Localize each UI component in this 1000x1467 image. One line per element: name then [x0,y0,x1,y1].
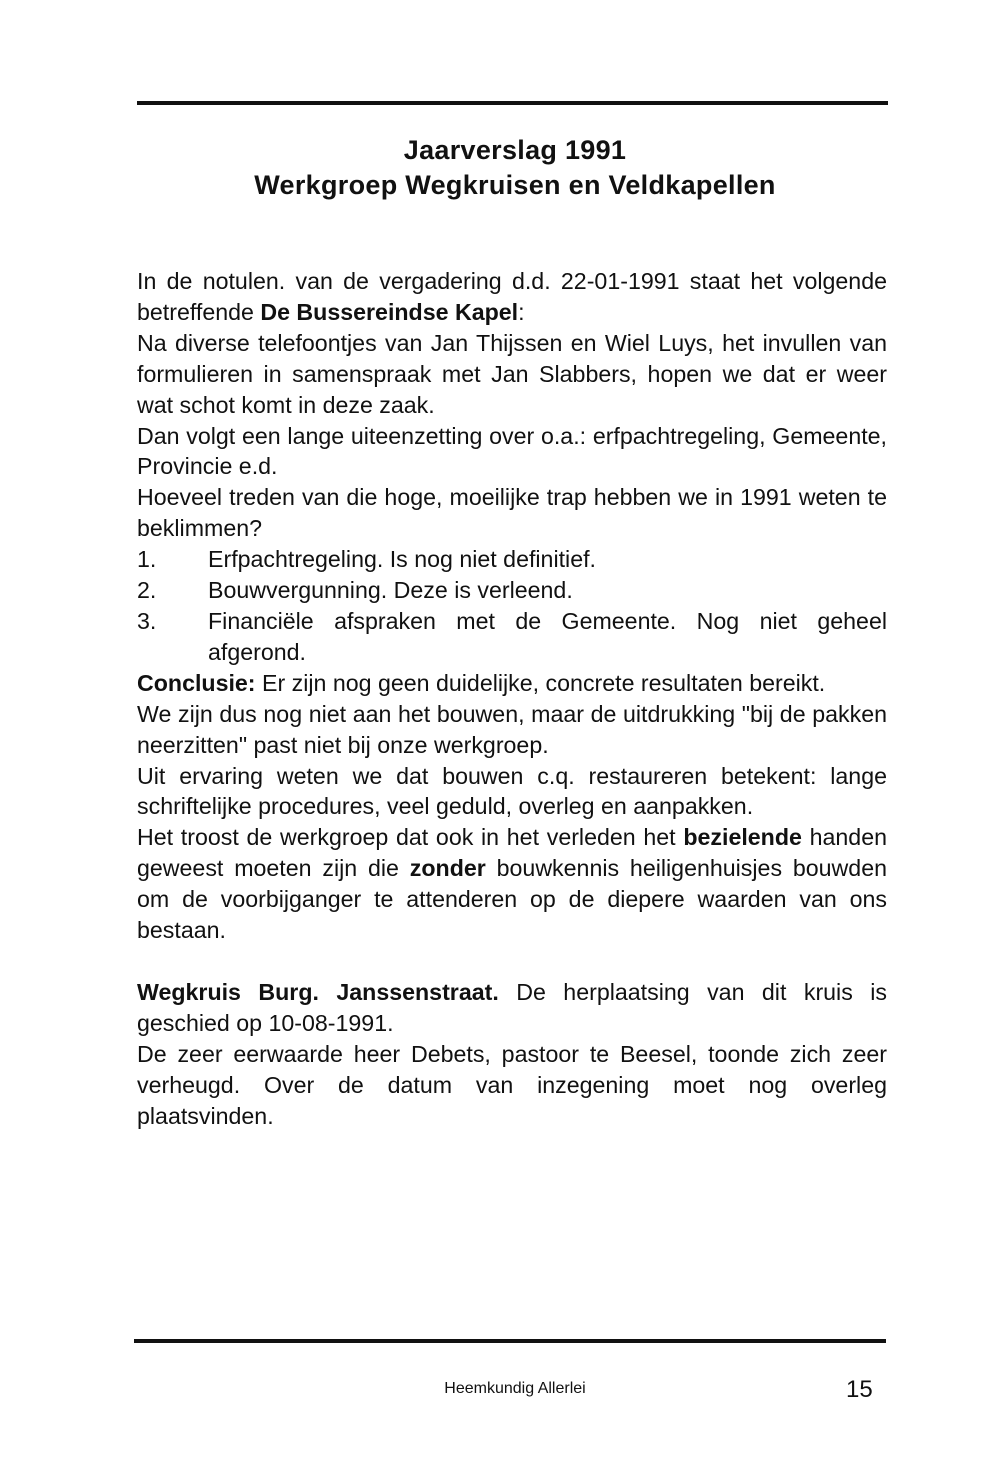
paragraph-pastor: De zeer eerwaarde heer Debets, pastoor te Beesel, toonde zich zeer verheugd. Over de datum van inzegening moet nog overleg plaatsvinden. [137,1040,887,1129]
page-number: 15 [846,1376,873,1403]
comfort-text-b: handen geweest moeten zijn die [137,824,887,882]
steps-list [137,544,887,668]
comfort-text-c: bouwkennis heiligenhuisjes bouwden om de voorbijganger te attenderen op de diepere waarden van ons bestaan. [137,855,887,944]
list-item [137,544,887,575]
paragraph-question: Hoeveel treden van die hoge, moeilijke trap hebben we in 1991 weten te beklimmen? [137,484,887,542]
page-title: Jaarverslag 1991 [403,135,627,165]
list-item [137,575,887,606]
comfort-bold-bezielende: bezielende [683,824,802,851]
list-number: 1. [137,546,157,573]
page-subtitle: Werkgroep Wegkruisen en Veldkapellen [254,170,776,200]
paragraph-intro [137,266,887,328]
paragraph-not-building: We zijn dus nog niet aan het bouwen, maar de uitdrukking "bij de pakken neerzitten" past niet bij onze werkgroep. [137,700,887,758]
intro-bold-subject: De Bussereindse Kapel [260,298,519,325]
paragraph-wegkruis [137,977,887,1039]
comfort-text-a: Het troost de werkgroep dat ook in het verleden het [137,824,684,851]
paragraph-comfort [137,822,887,946]
list-number: 3. [137,607,157,634]
list-number: 2. [137,577,157,604]
paragraph-conclusion [137,668,887,699]
list-text: Financiële afspraken met de Gemeente. Nog niet geheel afgerond. [208,607,887,665]
paragraph-explanation: Dan volgt een lange uiteenzetting over o.a.: erfpachtregeling, Gemeente, Provincie e.d. [137,422,887,480]
intro-colon: : [518,298,525,325]
paragraph-experience: Uit ervaring weten we dat bouwen c.q. restaureren betekent: lange schriftelijke procedures, veel geduld, overleg en aanpakken. [137,762,887,820]
article-body [137,266,887,1131]
top-rule [137,101,888,105]
conclusion-text: Er zijn nog geen duidelijke, concrete resultaten bereikt. [255,669,826,696]
list-text: Erfpachtregeling. Is nog niet definitief. [208,546,596,573]
list-item [137,606,887,668]
conclusion-label: Conclusie: [137,669,256,696]
wegkruis-heading: Wegkruis Burg. Janssenstraat. [137,978,499,1005]
intro-text: In de notulen. van de vergadering d.d. 22-01-1991 staat het volgende betreffende [137,268,887,325]
section-gap [137,946,887,977]
wegkruis-text: De herplaatsing van dit kruis is geschied op 10-08-1991. [137,978,887,1036]
list-text: Bouwvergunning. Deze is verleend. [208,577,573,604]
bottom-rule [134,1339,886,1343]
footer-publication-name: Heemkundig Allerlei [444,1380,586,1397]
comfort-bold-zonder: zonder [409,855,486,882]
paragraph-phonecalls: Na diverse telefoontjes van Jan Thijssen en Wiel Luys, het invullen van formulieren in samenspraak met Jan Slabbers, hopen we dat er weer wat schot komt in deze zaak. [137,329,887,418]
